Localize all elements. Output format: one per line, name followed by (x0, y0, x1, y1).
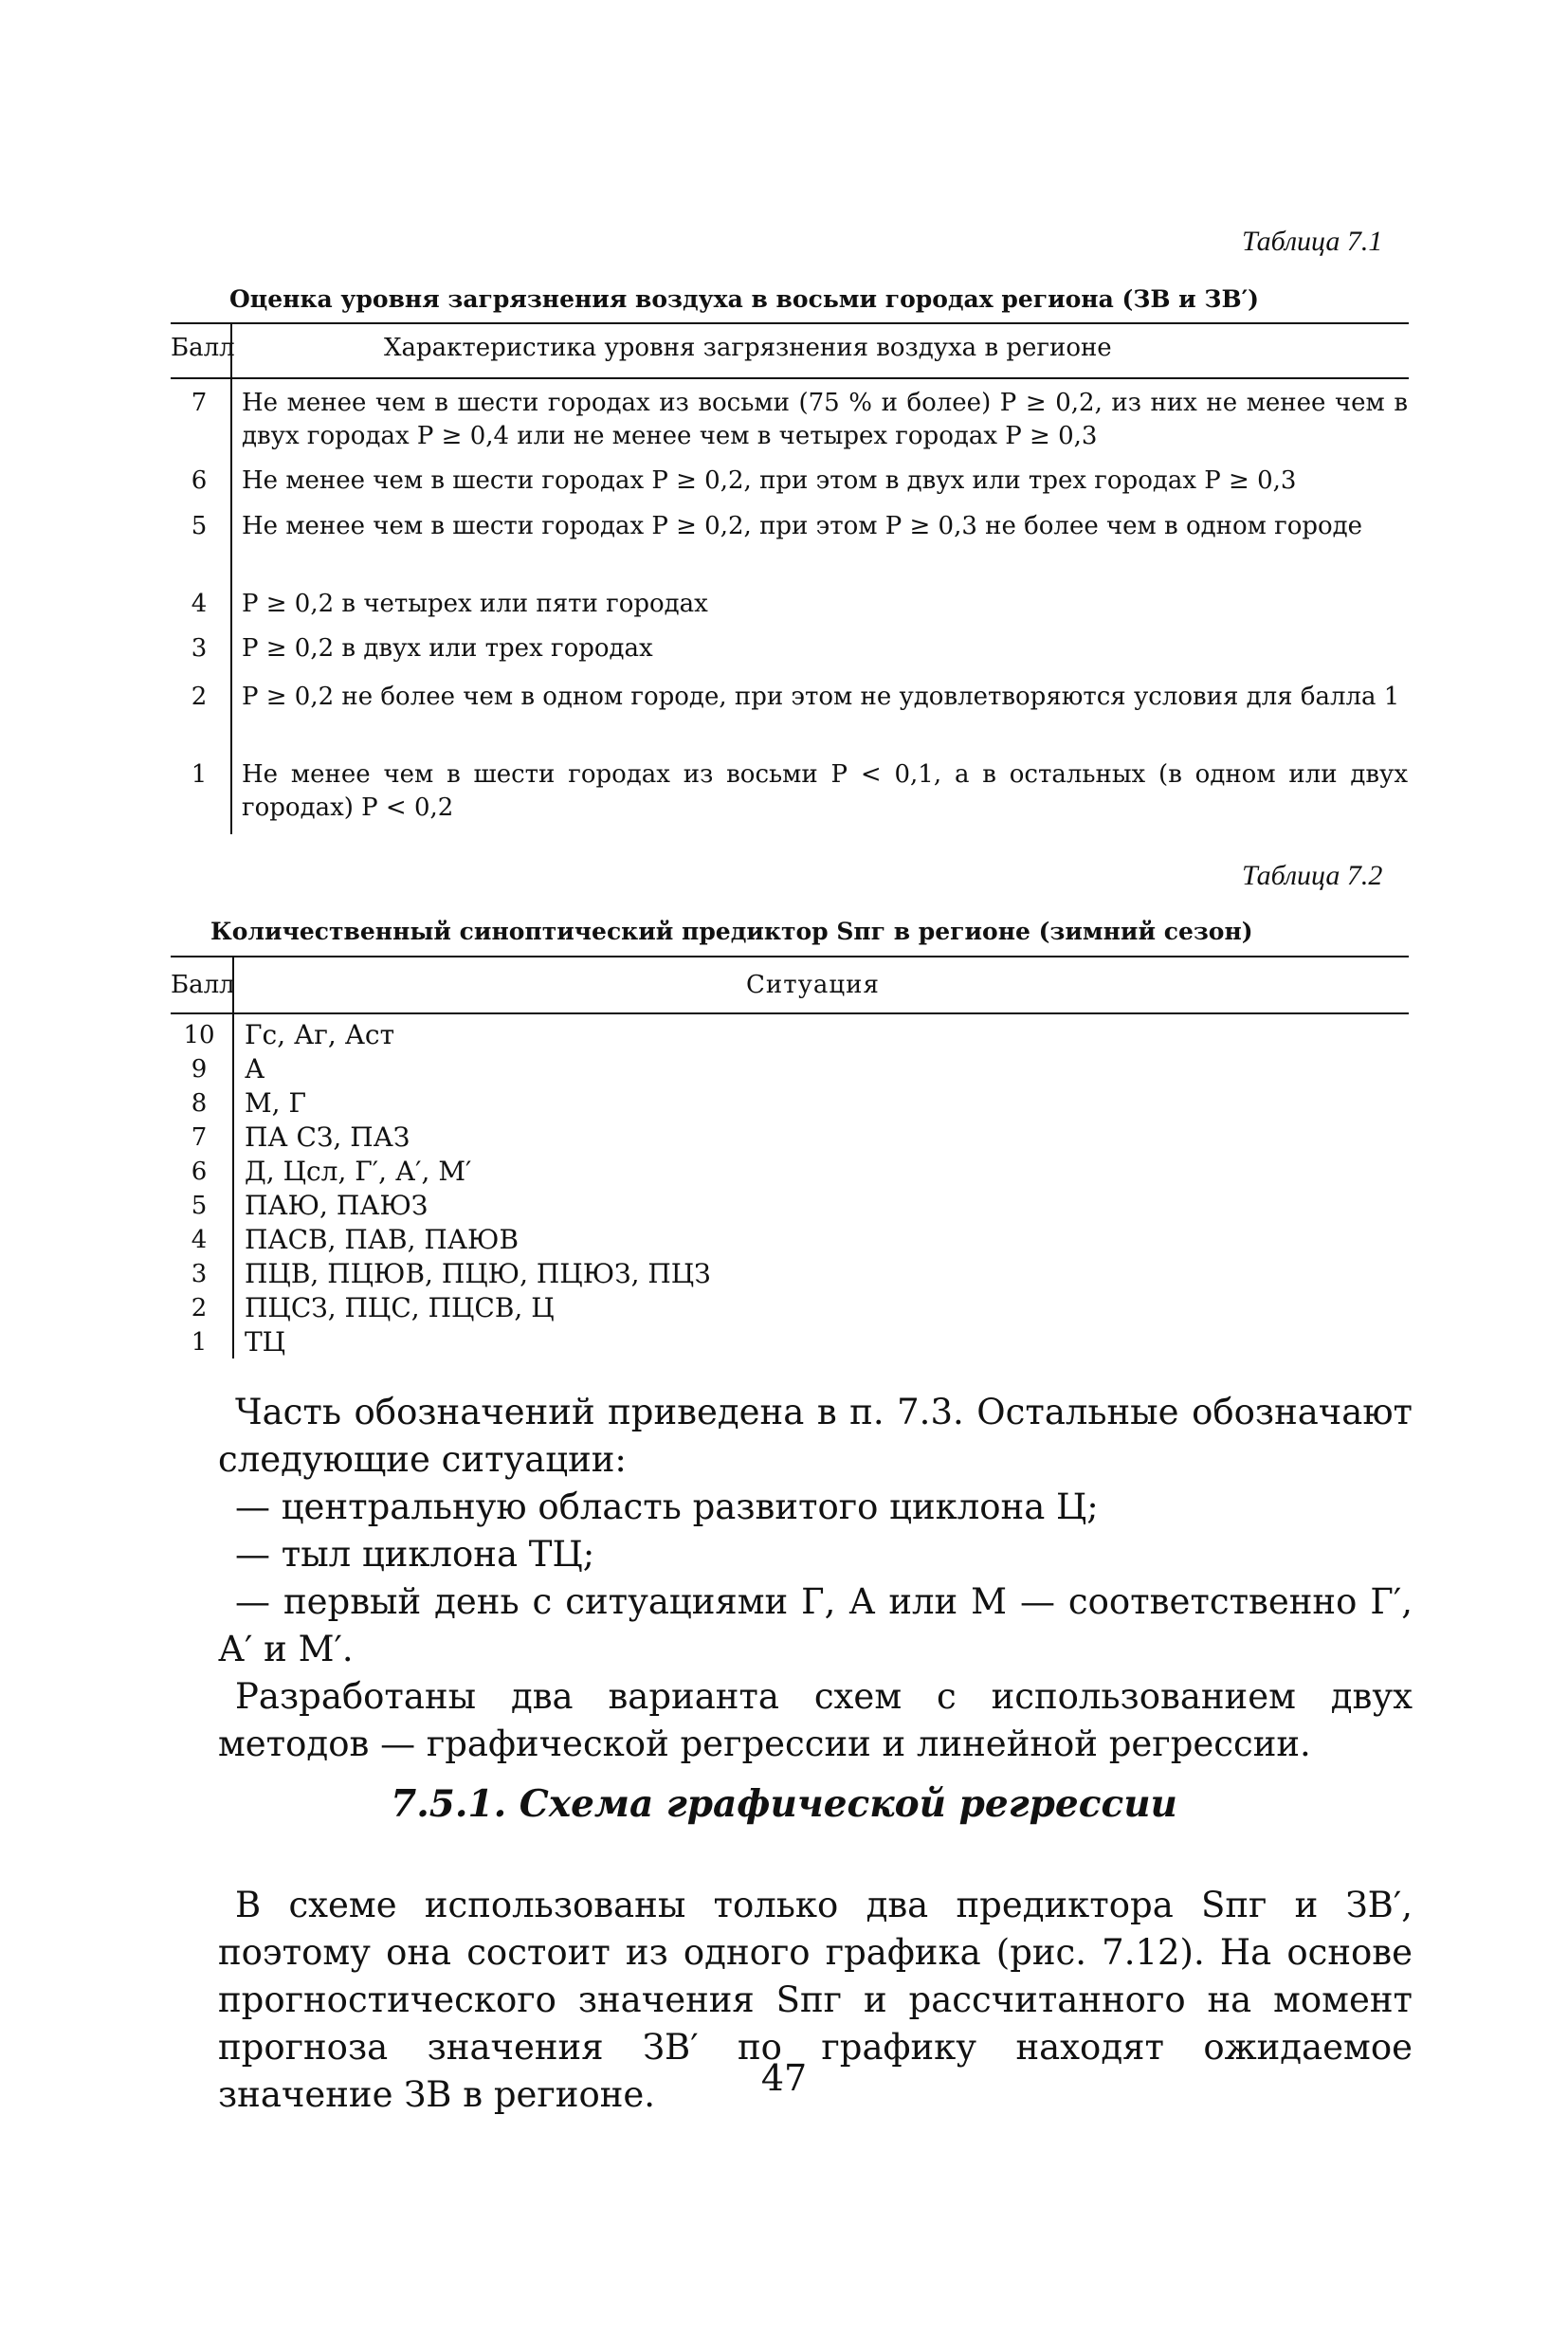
list-item: — первый день с ситуациями Г, А или М — соответственно Г′, А′ и М′. (218, 1581, 1413, 1669)
table1-top-rule (171, 322, 1409, 324)
table2-row-situation: Д, Цсл, Г′, А′, М′ (245, 1156, 472, 1187)
table1-row-score: 6 (191, 466, 208, 495)
table1-row-description: P ≥ 0,2 в двух или трех городах (242, 634, 653, 663)
table1-row-score: 5 (191, 512, 208, 540)
table2-row-situation: ТЦ (245, 1326, 286, 1358)
table1-row-description: Не менее чем в шести городах из восьми P < 0,1, а в остальных (в одном или двух городах) P < 0,2 (242, 760, 1408, 822)
table2-row-score: 4 (191, 1226, 208, 1254)
table2-row-score: 8 (191, 1089, 208, 1118)
table2-row-situation: А (245, 1053, 265, 1085)
table2-row-score: 10 (183, 1021, 215, 1049)
table2-title: Количественный синоптический предиктор Sпг в регионе (зимний сезон) (210, 918, 1253, 945)
methods-paragraph: Разработаны два варианта схем с использованием двух методов — графической регрессии и линейной регрессии. (218, 1676, 1413, 1764)
table2-header-score: Балл (171, 971, 235, 999)
table2-row-situation: ПАЮ, ПАЮЗ (245, 1190, 428, 1221)
list-item: — тыл циклона ТЦ; (235, 1534, 595, 1575)
table2-row-situation: Гс, Аг, Аст (245, 1019, 395, 1050)
table1-header-description: Характеристика уровня загрязнения воздуха в регионе (384, 334, 1112, 362)
table2-row-score: 6 (191, 1158, 208, 1186)
list-item: — центральную область развитого циклона Ц; (235, 1486, 1099, 1527)
table1-row-score: 7 (191, 389, 208, 417)
table2-row-score: 9 (191, 1055, 208, 1084)
table1-caption: Таблица 7.1 (1242, 226, 1383, 257)
table1-row-description: Не менее чем в шести городах из восьми (75 % и более) P ≥ 0,2, из них не менее чем в двух городах P ≥ 0,4 или не менее чем в четырех городах P ≥ 0,3 (242, 389, 1408, 450)
table1-row-score: 1 (191, 760, 208, 789)
table2-row-situation: М, Г (245, 1087, 307, 1119)
table1-title: Оценка уровня загрязнения воздуха в восьми городах региона (ЗВ и ЗВ′) (229, 285, 1260, 313)
table2-row-score: 2 (191, 1294, 208, 1322)
scheme-paragraph: В схеме использованы только два предиктора Sпг и ЗВ′, поэтому она состоит из одного графика (рис. 7.12). На основе прогностического значения Sпг и рассчитанного на момент прогноза значения ЗВ′ по графику находят ожидаемое значение ЗВ в регионе. (218, 1885, 1413, 2115)
table2-row-situation: ПЦВ, ПЦЮВ, ПЦЮ, ПЦЮЗ, ПЦЗ (245, 1258, 711, 1289)
table2-row-score: 1 (191, 1328, 208, 1357)
table2-row-situation: ПАСВ, ПАВ, ПАЮВ (245, 1224, 520, 1255)
table2-row-score: 7 (191, 1123, 208, 1152)
table2-row-situation: ПЦСЗ, ПЦС, ПЦСВ, Ц (245, 1292, 555, 1323)
table1-row-score: 2 (191, 683, 208, 711)
table1-row-score: 3 (191, 634, 208, 663)
table1-header-score: Балл (171, 334, 235, 362)
table2-column-divider (232, 956, 234, 1358)
table2-top-rule (171, 956, 1409, 957)
table2-header-situation: Ситуация (746, 971, 880, 999)
table2-row-score: 5 (191, 1192, 208, 1220)
page-number: 47 (760, 2057, 808, 2099)
table2-row-score: 3 (191, 1260, 208, 1288)
table1-row-description: P ≥ 0,2 в четырех или пяти городах (242, 590, 708, 618)
section-heading: 7.5.1. Схема графической регрессии (391, 1782, 1177, 1826)
table1-row-description: Не менее чем в шести городах P ≥ 0,2, при этом P ≥ 0,3 не более чем в одном городе (242, 512, 1363, 540)
table2-row-situation: ПА СЗ, ПАЗ (245, 1121, 410, 1153)
table2-caption: Таблица 7.2 (1242, 860, 1383, 891)
legend-intro-paragraph (218, 1389, 1413, 1768)
legend-intro-text: Часть обозначений приведена в п. 7.3. Остальные обозначают следующие ситуации: (218, 1392, 1413, 1480)
table2-header-rule (171, 1012, 1409, 1014)
table1-header-rule (171, 377, 1409, 379)
table1-column-divider (230, 322, 232, 834)
table1-row-description: Не менее чем в шести городах P ≥ 0,2, при этом в двух или трех городах P ≥ 0,3 (242, 466, 1297, 495)
table1-row-score: 4 (191, 590, 208, 618)
table1-row-description: P ≥ 0,2 не более чем в одном городе, при этом не удовлетворяются условия для балла 1 (242, 683, 1400, 711)
